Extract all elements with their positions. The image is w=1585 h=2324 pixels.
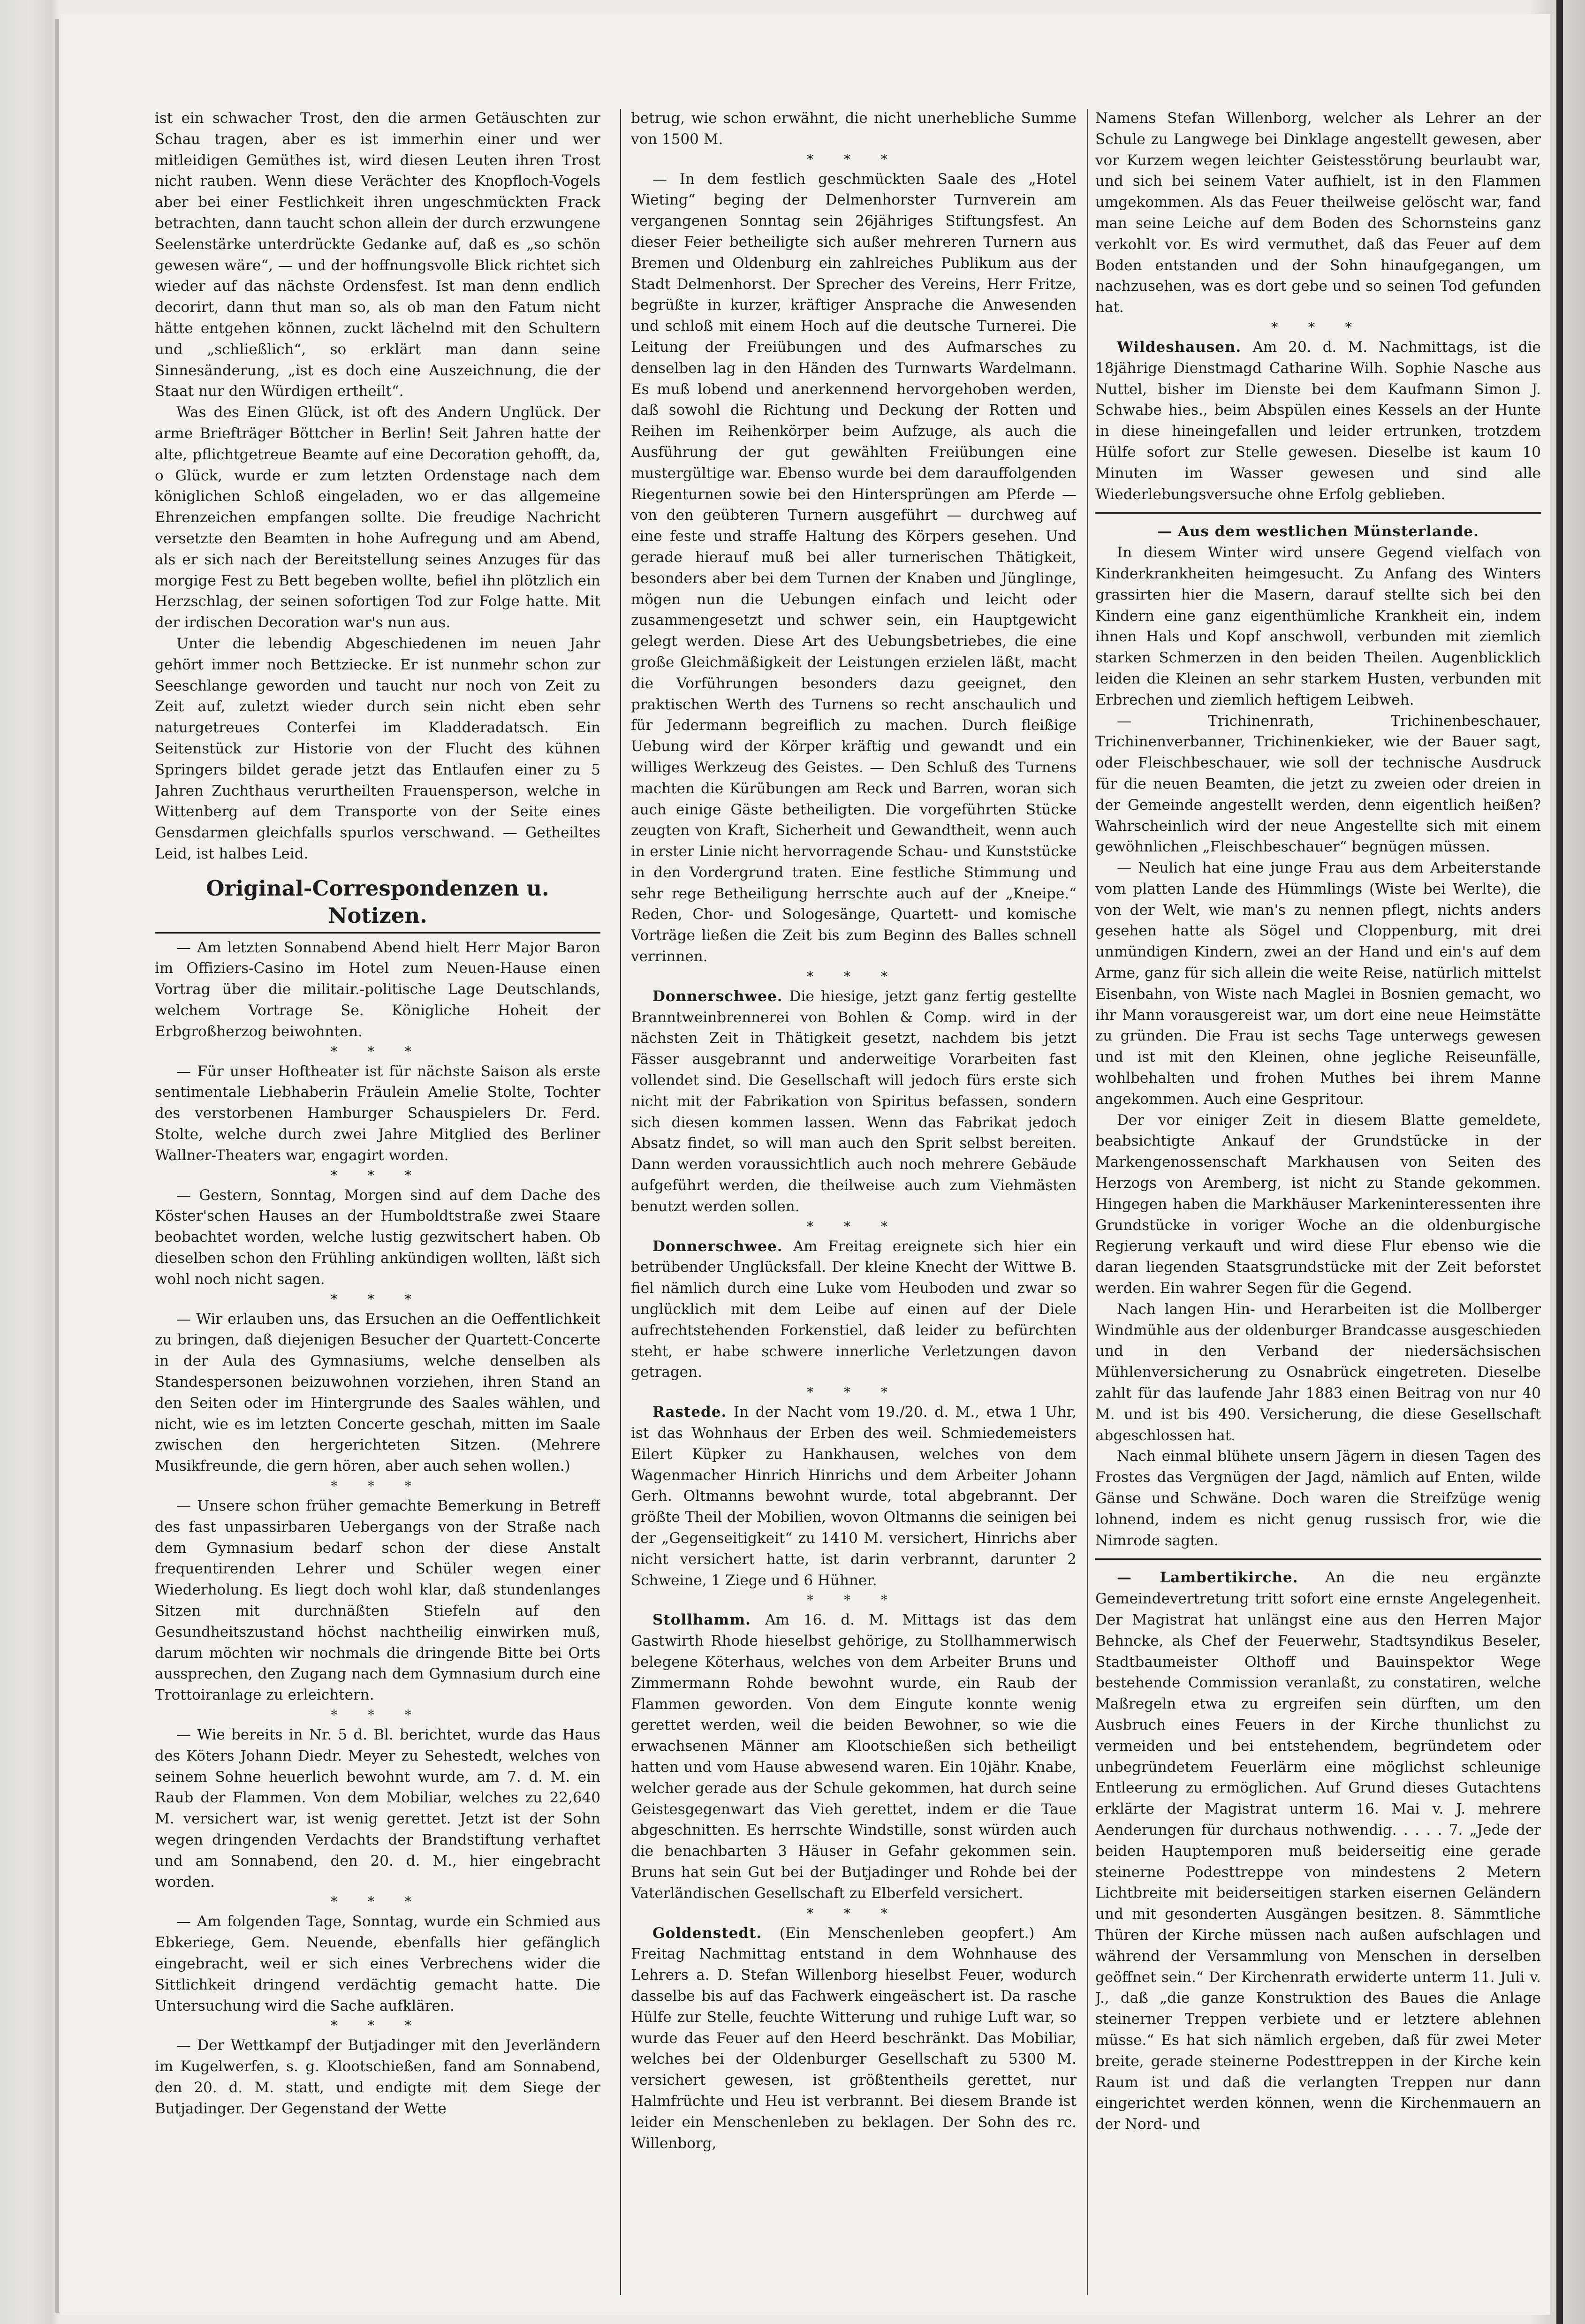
divider <box>1095 1558 1541 1560</box>
news-item: — Der Wettkampf der Butjadinger mit den Jeverländern im Kugelwerfen, s. g. Klootschießen, fand am Sonnabend, den 20. d. M. statt, und endigte mit dem Siege der Butjadinger. Der Gegenstand der Wette <box>155 2037 600 2117</box>
separator: * * * <box>331 1167 425 1183</box>
paragraph: Unter die lebendig Abgeschiedenen im neuen Jahr gehört immer noch Bettziecke. Er ist nunmehr schon zur Seeschlange geworden und taucht nur noch von Zeit zu Zeit auf, zuletzt wieder durch sein nicht eben sehr naturgetreues Conterfei im Kladderadatsch. Ein Seitenstück zur Historie von der Flucht des kühnen Springers bildet gerade jetzt das Entlaufen einer zu 5 Jahren Zuchthaus verurtheilten Frauensperson, welche in Wittenberg auf dem Transporte von der Seite eines Gensdarmen gleichfalls spurlos verschwand. — Getheiltes Leid, ist halbes Leid. <box>155 635 600 862</box>
column-3 <box>1095 108 1541 2294</box>
binding-edge <box>1556 0 1563 2324</box>
news-text: In der Nacht vom 19./20. d. M., etwa 1 Uhr, ist das Wohnhaus der Erben des weil. Schmiedemeisters Eilert Küpker zu Hankhausen, welches von dem Wagenmacher Hinrich Hinrichs und dem Arbeiter Johann Gerh. Oltmanns bewohnt wurde, total abgebrannt. Der größte Theil der Mobilien, wovon Oltmanns die seinigen bei der „Gegenseitigkeit“ zu 1410 M. versichert, Hinrichs aber nicht versichert hatte, ist darin verbrannt, darunter 2 Schweine, 1 Ziege und 6 Hühner. <box>631 1404 1077 1589</box>
news-item <box>631 986 1077 1217</box>
article-heading: — Lambertikirche. <box>1117 1569 1298 1587</box>
paragraph: betrug, wie schon erwähnt, die nicht unerhebliche Summe von 1500 M. <box>631 110 1077 148</box>
separator: * * * <box>807 151 901 167</box>
news-item <box>631 1402 1077 1591</box>
place-name: Donnerschwee. <box>652 1238 783 1255</box>
news-item: Nach langen Hin- und Herarbeiten ist die Mollberger Windmühle aus der oldenburger Brandcasse ausgeschieden und in den Verband der niedersächsischen Mühlenversicherung zu Osnabrück eingetreten. Dieselbe zahlt für das laufende Jahr 1883 einen Beitrag von nur 40 M. und ist bis 490. Versicherung, die diese Gesellschaft abgeschlossen hat. <box>1095 1300 1541 1444</box>
column-1 <box>155 108 600 2294</box>
section-title: Original-Correspondenzen u. Notizen. <box>155 875 600 934</box>
divider <box>1095 512 1541 514</box>
news-item: — Trichinenrath, Trichinenbeschauer, Trichinenverbanner, Trichinenkieker, wie der Bauer sagt, oder Fleischbeschauer, wie soll der technische Ausdruck für die neuen Beamten, die jetzt zu zweien oder dreien in der Gemeinde angestellt werden, denn eigentlich heißen? Wahrscheinlich wird der neue Angestellte sich mit einem gewöhnlichen „Fleischbeschauer“ begnügen müssen. <box>1095 712 1541 856</box>
news-item <box>631 1236 1077 1383</box>
paragraph: Was des Einen Glück, ist oft des Andern Unglück. Der arme Briefträger Böttcher in Berlin! Seit Jahren hatte der alte, pflichtgetreue Beamte auf eine Decoration gehofft, da, o Glück, wurde er zum letzten Ordenstage nach dem königlichen Schloß eingeladen, wo er das allgemeine Ehrenzeichen empfangen sollte. Die freudige Nachricht versetzte den Beamten in hohe Aufregung und am Abend, als er sich nach der Bereitstellung seines Anzuges für das morgige Fest zu Bett begeben wollte, befiel ihn plötzlich ein Herzschlag, der seinen sofortigen Tod zur Folge hatte. Mit der irdischen Decoration war's nun aus. <box>155 404 600 631</box>
place-name: Goldenstedt. <box>652 1924 762 1942</box>
place-name: Donnerschwee. <box>652 987 783 1005</box>
news-text: Am Freitag ereignete sich hier ein betrübender Unglücksfall. Der kleine Knecht der Wittwe B. fiel nämlich durch eine Luke vom Heuboden und zwar so unglücklich mit dem Leibe auf einen auf der Diele aufrechtstehenden Forkenstiel, daß leider zu befürchten steht, er habe schwere innerliche Verletzungen davon getragen. <box>631 1238 1077 1381</box>
news-item <box>631 1923 1077 2154</box>
news-item <box>1095 337 1541 505</box>
separator: * * * <box>331 1707 425 1723</box>
news-item <box>1095 1567 1541 2135</box>
news-item: — Für unser Hoftheater ist für nächste Saison als erste sentimentale Liebhaberin Fräulein Amelie Stolte, Tochter des verstorbenen Hamburger Schauspielers Dr. Ferd. Stolte, welche durch zwei Jahre Mitglied des Berliner Wallner-Theaters war, engagirt worden. <box>155 1063 600 1164</box>
news-text: (Ein Menschenleben geopfert.) Am Freitag Nachmittag entstand in dem Wohnhause des Lehrers a. D. Stefan Willenborg hieselbst Feuer, wodurch dasselbe bis auf das Fachwerk eingeäschert ist. Da rasche Hülfe zur Stelle, feuchte Witterung und ruhige Luft war, so wurde das Feuer auf den Heerd beschränkt. Das Mobiliar, welches bei der Oldenburger Gesellschaft zu 5300 M. versichert gewesen, ist größtentheils gerettet, nur Halmfrüchte und Heu ist verbrannt. Bei diesem Brande ist leider ein Menschenleben zu beklagen. Der Sohn des rc. Willenborg, <box>631 1924 1077 2152</box>
news-item: Nach einmal blühete unsern Jägern in diesen Tagen des Frostes das Vergnügen der Jagd, nämlich auf Enten, wilde Gänse und Schwäne. Doch waren die Streifzüge wenig lohnend, indem es nicht genug russisch fror, wie die Nimrode sagten. <box>1095 1448 1541 1549</box>
news-item: — In dem festlich geschmückten Saale des „Hotel Wieting“ beging der Delmenhorster Turnverein am vergangenen Sonntag sein 26jähriges Stiftungsfest. An dieser Feier betheiligte sich außer mehreren Turnern aus Bremen und Oldenburg ein zahlreiches Publikum aus der Stadt Delmenhorst. Der Sprecher des Vereins, Herr Fritze, begrüßte in kurzer, kräftiger Ansprache die Anwesenden und schloß mit einem Hoch auf die deutsche Turnerei. Die Leitung der Freiübungen und des Aufmarsches zu denselben lag in den Händen des Turnwarts Wardelmann. Es muß lobend und anerkennend hervorgehoben werden, daß sowohl die Richtung und Deckung der Rotten und Reihen im Reihenkörper beim Aufzuge, als auch die Ausführung der gut gewählten Freiübungen eine mustergültige war. Ebenso wurde bei dem darauffolgenden Riegenturnen sowie bei den Hintersprüngen am Pferde — von den geübteren Turnern ausgeführt — durchweg auf eine feste und straffe Haltung des Körpers gesehen. Und gerade hierauf muß bei aller turnerischen Thätigkeit, besonders aber bei dem Turnen der Knaben und Jünglinge, mögen nun die Uebungen einfach und leicht oder zusammengesetzt und schwer sein, ein Hauptgewicht gelegt werden. Diese Art des Uebungsbetriebes, die eine große Gleichmäßigkeit der Leistungen erzielen läßt, macht die Vorführungen besonders dazu geeignet, den praktischen Werth des Turnens so recht anschaulich und für Jedermann begreiflich zu machen. Durch fleißige Uebung wird der Körper kräftig und gewandt und ein williges Werkzeug des Geistes. — Den Schluß des Turnens machten die Kürübungen am Reck und Barren, woran sich auch einige Gäste betheiligten. Die vorgeführten Stücke zeugten von Kraft, Sicherheit und Gewandtheit, wenn auch in erster Linie nicht hervorragende Schau- und Kunststücke in den Vordergrund traten. Eine festliche Stimmung und sehr rege Betheiligung herrschte auch auf der „Kneipe.“ Reden, Chor- und Sologesänge, Quartett- und komische Vorträge ließen die Zeit bis zum Beginn des Balles schnell verrinnen. <box>631 170 1077 965</box>
news-item: — Neulich hat eine junge Frau aus dem Arbeiterstande vom platten Lande des Hümmlings (Wiste bei Werlte), die von der Welt, wie man's zu nennen pflegt, nichts anders gesehen hatte als Sögel und Cloppenburg, mit drei unmündigen Kindern, zwei an der Hand und ein's auf dem Arme, ganz für sich allein die weite Reise, natürlich mittelst Eisenbahn, von Wiste nach Maglei in Bosnien gemacht, wo ihr Mann vorausgereist war, um dort eine neue Heimstätte zu gründen. Die Frau ist sechs Tage unterwegs gewesen und ist mit den Kleinen, ohne jegliche Reiseunfälle, wohlbehalten und frohen Muthes bei ihrem Manne angekommen. Auch eine Gespritour. <box>1095 859 1541 1108</box>
separator: * * * <box>331 1291 425 1307</box>
news-text: An die neu ergänzte Gemeindevertretung tritt sofort eine ernste Angelegenheit. Der Magistrat hat unlängst eine aus den Herren Major Behncke, als Chef der Feuerwehr, Stadtsyndikus Beseler, Stadtbaumeister Olthoff und Bauinspektor Wege bestehende Commission veranlaßt, zu constatiren, welche Maßregeln etwa zu ergreifen sein dürften, um den Ausbruch eines Feuers in der Kirche thunlichst zu vermeiden und bei entstehendem, begründetem oder unbegründetem Feuerlärm eine möglichst schleunige Entleerung zu ermöglichen. Auf Grund dieses Gutachtens erklärte der Magistrat unterm 16. Mai v. J. mehrere Aenderungen für durchaus nothwendig. . . . . 7. „Jede der beiden Hauptemporen muß beiderseitig eine gerade steinerne Podesttreppe von mindestens 2 Metern Lichtbreite mit beiderseitigen starken eisernen Geländern und mit gesonderten Ausgängen besitzen. 8. Sämmtliche Thüren der Kirche müssen nach außen aufschlagen und während der Versammlung von Menschen in derselben geöffnet sein.“ Der Kirchenrath erwiderte unterm 11. Juli v. J., daß „die ganze Konstruktion des Baues die Anlage steinerner Treppen verbiete und er letztere ablehnen müsse.“ Es hat sich nämlich ergeben, daß für zwei Meter breite, gerade steinerne Podesttreppen in der Kirche kein Raum ist und daß die verlangten Treppen nur dann eingerichtet werden können, wenn die Kirchenmauern an der Nord- und <box>1095 1569 1541 2133</box>
separator: * * * <box>807 1218 901 1234</box>
news-item: — Wir erlauben uns, das Ersuchen an die Oeffentlichkeit zu bringen, daß diejenigen Besucher der Quartett-Concerte in der Aula des Gymnasiums, welche denselben als Standespersonen beizuwohnen vorziehen, ihren Stand an den Seiten oder im Hintergrunde des Saales wählen, und nicht, wie es im letzten Concerte geschah, mitten im Saale zwischen den hergerichteten Sitzen. (Mehrere Musikfreunde, die gern hören, aber auch sehen wollen.) <box>155 1310 600 1475</box>
news-text: Die hiesige, jetzt ganz fertig gestellte Branntweinbrennerei von Bohlen & Comp. wird in der nächsten Zeit in Thätigkeit gesetzt, nachdem bis jetzt Fässer ausgebrannt und anderweitige Vorarbeiten fast vollendet sind. Die Gesellschaft will jedoch fürs erste sich nicht mit der Fabrikation von Spiritus befassen, sondern sich diesen kommen lassen. Wenn das Fabrikat jedoch Absatz findet, so will man auch den Sprit selbst bereiten. Dann werden voraussichtlich auch noch mehrere Gebäude aufgeführt werden, die theilweise auch zum Viehmästen benutzt werden sollen. <box>631 987 1077 1215</box>
separator: * * * <box>331 1894 425 1910</box>
separator: * * * <box>331 1043 425 1059</box>
separator: * * * <box>331 2018 425 2034</box>
news-item: In diesem Winter wird unsere Gegend vielfach von Kinderkrankheiten heimgesucht. Zu Anfang des Winters grassirten hier die Masern, darauf stellte sich bei den Kindern eine ganz eigenthümliche Krankheit ein, indem ihnen Hals und Kopf anschwoll, verbunden mit ziemlich starken Schmerzen in den beiden Theilen. Augenblicklich leiden die Kleinen an sehr starkem Husten, verbunden mit Erbrechen und ziemlich heftigem Leibweh. <box>1095 544 1541 708</box>
previous-page-edge <box>55 19 59 2313</box>
separator: * * * <box>807 1905 901 1921</box>
place-name: Rastede. <box>652 1404 727 1421</box>
news-item: — Unsere schon früher gemachte Bemerkung in Betreff des fast unpassirbaren Uebergangs von der Straße nach dem Gymnasium bedarf schon der diese Anstalt frequentirenden Lehrer und Schüler wegen einer Wiederholung. Es liegt doch wohl klar, daß stundenlanges Sitzen mit durchnäßten Stiefeln auf den Gesundheitszustand höchst nachtheilig einwirken muß, darum möchten wir nochmals die dringende Bitte bei Orts aussprechen, den Zugang nach dem Gymnasium durch eine Trottoiranlage zu erleichtern. <box>155 1497 600 1704</box>
paragraph: ist ein schwacher Trost, den die armen Getäuschten zur Schau tragen, aber es ist immerhin einer und wer mitleidigen Gemüthes ist, wird diesen Leuten ihren Trost nicht rauben. Wenn diese Verächter des Knopfloch-Vogels aber bei einer Festlichkeit ihren ungeschmückten Frack betrachten, dann taucht schon allein der durch erzwungene Seelenstärke unterdrückte Gedanke auf, daß es „so schön gewesen wäre“, — und der hoffnungsvolle Blick richtet sich wieder auf das nächste Ordensfest. Ist man denn endlich decorirt, dann thut man so, als ob man den Fatum nicht hätte entgehen können, zuckt lächelnd mit den Schultern und „schließlich“, so erklärt man dann seine Sinnesänderung, „ist es doch eine Auszeichnung, die der Staat nur den Würdigen ertheilt“. <box>155 110 600 400</box>
news-text: Am 20. d. M. Nachmittags, ist die 18jährige Dienstmagd Catharine Wilh. Sophie Nasche aus Nuttel, bisher im Dienste bei dem Kaufmann Simon J. Schwabe hies., beim Abspülen eines Kessels an der Hunte in diese hineingefallen und leider ertrunken, trotzdem Hülfe sofort zur Stelle gewesen. Dieselbe ist kaum 10 Minuten im Wasser gewesen und sind alle Wiederlebungsversuche ohne Erfolg geblieben. <box>1095 338 1541 503</box>
separator: * * * <box>807 968 901 984</box>
article-heading: — Aus dem westlichen Münsterlande. <box>1157 523 1479 540</box>
news-item: — Am folgenden Tage, Sonntag, wurde ein Schmied aus Ebkeriege, Gem. Neuende, ebenfalls hier gefänglich eingebracht, weil er sich eines Verbrechens wider die Sittlichkeit dringend verdächtig gemacht hatte. Die Untersuchung wird die Sache aufklären. <box>155 1913 600 2014</box>
column-rule <box>1087 109 1088 2295</box>
column-2 <box>631 108 1077 2294</box>
news-item: Der vor einiger Zeit in diesem Blatte gemeldete, beabsichtigte Ankauf der Grundstücke in der Markengenossenschaft Markhausen von Seiten des Herzogs von Aremberg, ist nicht zu Stande gekommen. Hingegen haben die Markhäuser Markeninteressenten ihre Grundstücke in voriger Woche an die oldenburgische Regierung verkauft und wird diese Flur ebenso wie die daran liegenden Staatsgrundstücke mit der Zeit beforstet werden. Ein wahrer Segen für die Gegend. <box>1095 1111 1541 1297</box>
separator: * * * <box>807 1384 901 1400</box>
separator: * * * <box>331 1478 425 1494</box>
separator: * * * <box>807 1592 901 1608</box>
news-text: Am 16. d. M. Mittags ist das dem Gastwirth Rhode hieselbst gehörige, zu Stollhammerwisch belegene Köterhaus, welches von dem Arbeiter Bruns und Zimmermann Rohde bewohnt wurde, ein Raub der Flammen geworden. Von dem Eingute konnte wenig gerettet werden, weil die beiden Bewohner, so wie die erwachsenen Männer am Klootschießen sich betheiligt hatten und vom Hause abwesend waren. Ein 10jähr. Knabe, welcher gerade aus der Schule gekommen, hat durch seine Geistesgegenwart das Vieh gerettet, indem er die Taue abgeschnitten. Es herrschte Windstille, sonst würden auch die benachbarten 3 Häuser in Gefahr gekommen sein. Bruns hat sein Gut bei der Butjadinger und Rohde bei der Vaterländischen Gesellschaft zu Elberfeld versichert. <box>631 1611 1077 1902</box>
place-name: Wildeshausen. <box>1117 338 1242 356</box>
separator: * * * <box>1271 319 1365 335</box>
news-item: — Wie bereits in Nr. 5 d. Bl. berichtet, wurde das Haus des Köters Johann Diedr. Meyer zu Sehestedt, welches von seinem Sohne heuerlich bewohnt wurde, am 7. d. M. ein Raub der Flammen. Von dem Mobiliar, welches zu 22,640 M. versichert war, ist wenig gerettet. Jetzt ist der Sohn wegen dringenden Verdachts der Brandstiftung verhaftet und am Sonnabend, den 20. d. M., hier eingebracht worden. <box>155 1726 600 1891</box>
place-name: Stollhamm. <box>652 1611 751 1629</box>
news-item <box>631 1610 1077 1904</box>
news-item: — Am letzten Sonnabend Abend hielt Herr Major Baron im Offiziers-Casino im Hotel zum Neuen-Hause einen Vortrag über die militair.-politische Lage Deutschlands, welchem Vortrage Se. Königliche Hoheit der Erbgroßherzog beiwohnten. <box>155 939 600 1040</box>
paragraph: Namens Stefan Willenborg, welcher als Lehrer an der Schule zu Langwege bei Dinklage angestellt gewesen, aber vor Kurzem wegen leichter Geistesstörung beurlaubt war, und sich bei seinem Vater aufhielt, ist in den Flammen umgekommen. Als das Feuer theilweise gelöscht war, fand man seine Leiche auf dem Boden des Schornsteins ganz verkohlt vor. Es wird vermuthet, daß das Feuer auf dem Boden entstanden und der Sohn hinaufgegangen, um nachzusehen, was es dort gebe und so seinen Tod gefunden hat. <box>1095 110 1541 316</box>
news-item: — Gestern, Sonntag, Morgen sind auf dem Dache des Köster'schen Hauses an der Humboldtstraße zwei Staare beobachtet worden, welche lustig gezwitschert haben. Ob dieselben schon den Frühling ankündigen wollten, läßt sich wohl noch nicht sagen. <box>155 1186 600 1288</box>
column-rule <box>620 109 621 2295</box>
